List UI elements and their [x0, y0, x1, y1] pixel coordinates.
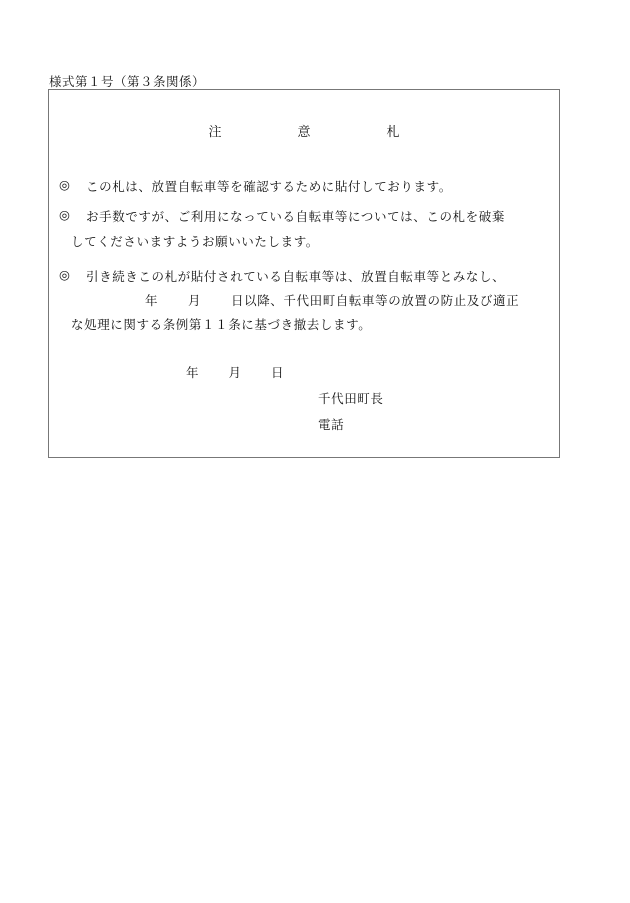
date-month-label: 月 — [228, 365, 242, 380]
title-char-3: 札 — [386, 125, 400, 140]
issuer-name: 千代田町長 — [318, 391, 384, 406]
item-3-line-2: 日以降、千代田町自転車等の放置の防止及び適正 — [231, 293, 520, 308]
item-2-line-1: お手数ですが、ご利用になっている自転車等については、この札を破棄 — [86, 209, 505, 224]
notice-title — [49, 121, 559, 140]
date-day-label: 日 — [271, 365, 284, 380]
notice-box — [48, 89, 560, 458]
phone-label: 電話 — [318, 417, 345, 432]
item-3-year-label: 年 — [145, 293, 159, 308]
double-circle-icon: ◎ — [59, 267, 70, 282]
double-circle-icon: ◎ — [59, 207, 70, 222]
item-2-line-2: してくださいますようお願いいたします。 — [71, 234, 319, 249]
issue-date — [186, 363, 284, 381]
title-char-1: 注 — [208, 125, 222, 140]
item-3-line-1: 引き続きこの札が貼付されている自転車等は、放置自転車等とみなし、 — [86, 269, 506, 284]
double-circle-icon: ◎ — [59, 177, 70, 192]
title-char-2: 意 — [297, 125, 311, 140]
date-year-label: 年 — [186, 365, 199, 380]
item-3-month-label: 月 — [188, 293, 202, 308]
item-3-line-3: な処理に関する条例第１１条に基づき撤去します。 — [71, 317, 372, 332]
item-1-line-1: この札は、放置自転車等を確認するために貼付しております。 — [86, 179, 452, 194]
form-number: 様式第１号（第３条関係） — [49, 74, 206, 89]
